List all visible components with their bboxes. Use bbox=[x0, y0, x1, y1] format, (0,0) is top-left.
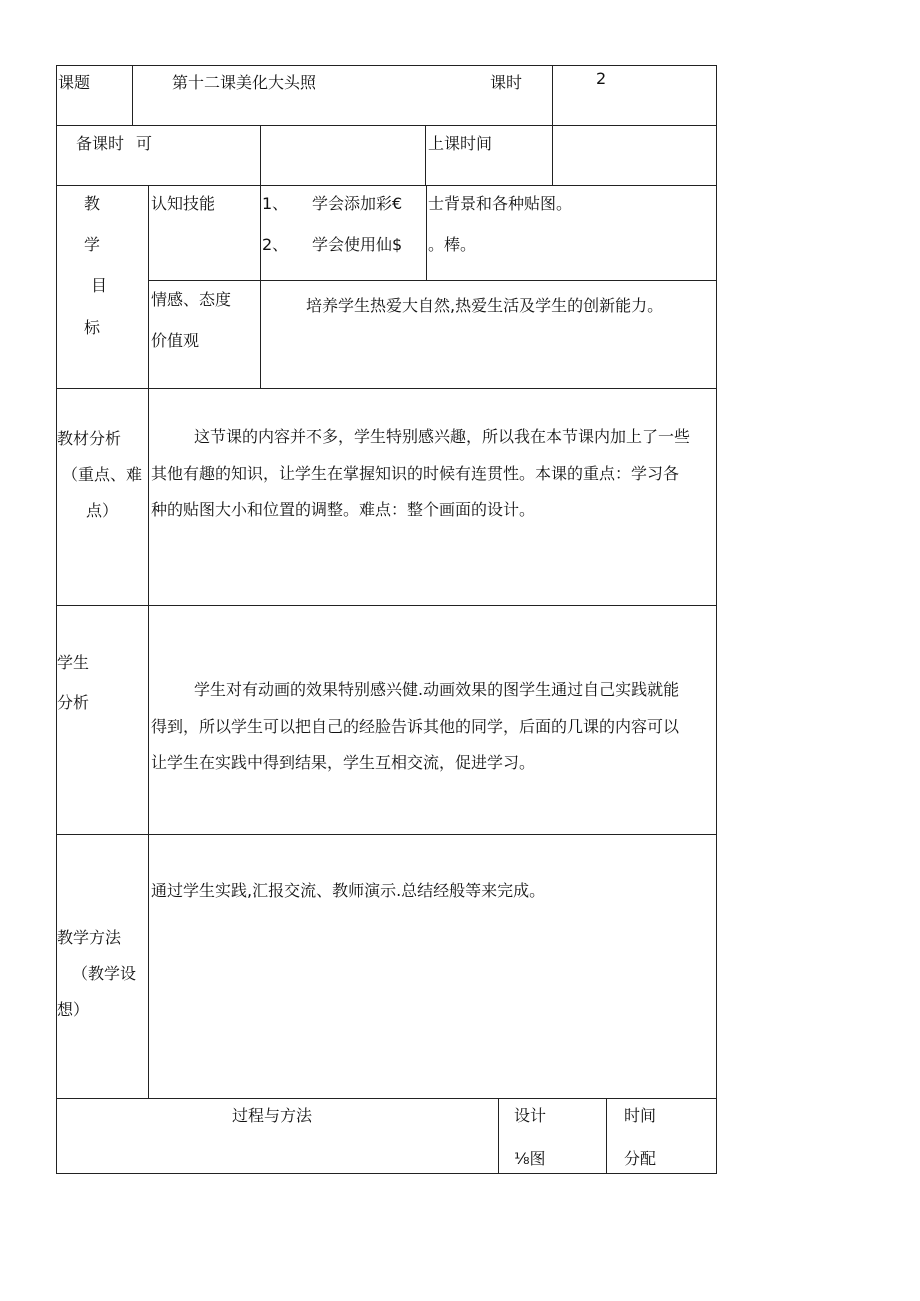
col-divider bbox=[552, 65, 553, 125]
material-label-cont: 点） bbox=[86, 501, 119, 520]
row-divider bbox=[56, 125, 717, 126]
method-label-cont: 想） bbox=[57, 1000, 90, 1019]
table-border-right bbox=[716, 65, 717, 1174]
topic-value: 第十二课美化大头照 bbox=[172, 73, 317, 92]
row-divider bbox=[56, 834, 717, 835]
table-border-top bbox=[56, 65, 717, 66]
row-divider bbox=[148, 280, 717, 281]
student-text-line: 得到，所以学生可以把自己的经脸告诉其他的同学，后面的几课的内容可以 bbox=[151, 717, 680, 736]
material-label-cont: （重点、难 bbox=[62, 465, 143, 484]
emotion-label: 情感、态度 bbox=[151, 290, 232, 309]
col-divider bbox=[498, 1098, 499, 1173]
skill-item-text: 学会添加彩€ bbox=[312, 194, 403, 213]
design-label: 设计 bbox=[514, 1106, 547, 1125]
material-text-line: 种的贴图大小和位置的调整。难点：整个画面的设计。 bbox=[151, 500, 536, 519]
table-border-bottom bbox=[56, 1173, 717, 1174]
emotion-text: 培养学生热爱大自然,热爱生活及学生的创新能力。 bbox=[306, 296, 664, 315]
skill-item-number: 1、 bbox=[262, 194, 289, 213]
time-allocation-label-cont: 分配 bbox=[624, 1149, 657, 1168]
skill-label: 认知技能 bbox=[151, 194, 216, 213]
col-divider bbox=[426, 185, 427, 280]
student-text-line: 让学生在实践中得到结果，学生互相交流，促进学习。 bbox=[151, 753, 536, 772]
method-label-cont: （教学设 bbox=[72, 964, 137, 983]
material-text-line: 其他有趣的知识，让学生在掌握知识的时候有连贯性。本课的重点：学习各 bbox=[151, 464, 680, 483]
col-divider bbox=[260, 125, 261, 185]
row-divider bbox=[56, 1098, 717, 1099]
col-divider bbox=[552, 125, 553, 185]
objectives-label-char: 目 bbox=[91, 276, 108, 295]
skill-item-text-cont: 士背景和各种贴图。 bbox=[428, 194, 573, 213]
hours-value: 2 bbox=[596, 69, 607, 88]
skill-item-text-cont: 。棒。 bbox=[428, 235, 477, 254]
method-label: 教学方法 bbox=[57, 928, 122, 947]
student-text-line: 学生对有动画的效果特别感兴健.动画效果的图学生通过自己实践就能 bbox=[194, 680, 680, 699]
hours-label: 课时 bbox=[490, 73, 523, 92]
design-label-cont: ⅛图 bbox=[514, 1149, 546, 1168]
row-divider bbox=[56, 605, 717, 606]
col-divider bbox=[260, 185, 261, 388]
material-label: 教材分析 bbox=[57, 429, 122, 448]
prep-time-label: 备课时 bbox=[76, 134, 125, 153]
col-divider bbox=[425, 125, 426, 185]
objectives-label-char: 教 bbox=[84, 194, 101, 213]
emotion-label-cont: 价值观 bbox=[151, 331, 200, 350]
skill-item-text: 学会使用仙$ bbox=[312, 235, 403, 254]
material-text-line: 这节课的内容并不多，学生特别感兴趣，所以我在本节课内加上了一些 bbox=[194, 427, 691, 446]
col-divider bbox=[132, 65, 133, 125]
time-allocation-label: 时间 bbox=[624, 1106, 657, 1125]
student-label: 学生 bbox=[57, 653, 90, 672]
topic-label: 课题 bbox=[58, 73, 91, 92]
method-text: 通过学生实践,汇报交流、教师演示.总结经般等来完成。 bbox=[151, 881, 546, 900]
skill-item-number: 2、 bbox=[262, 235, 289, 254]
student-label-cont: 分析 bbox=[57, 693, 90, 712]
process-label: 过程与方法 bbox=[232, 1106, 313, 1125]
objectives-label-char: 标 bbox=[84, 318, 101, 337]
col-divider bbox=[148, 185, 149, 1098]
class-time-label: 上课时间 bbox=[428, 134, 493, 153]
row-divider bbox=[56, 185, 717, 186]
prep-time-value: 可 bbox=[136, 134, 153, 153]
objectives-label-char: 学 bbox=[84, 235, 101, 254]
col-divider bbox=[606, 1098, 607, 1173]
row-divider bbox=[56, 388, 717, 389]
